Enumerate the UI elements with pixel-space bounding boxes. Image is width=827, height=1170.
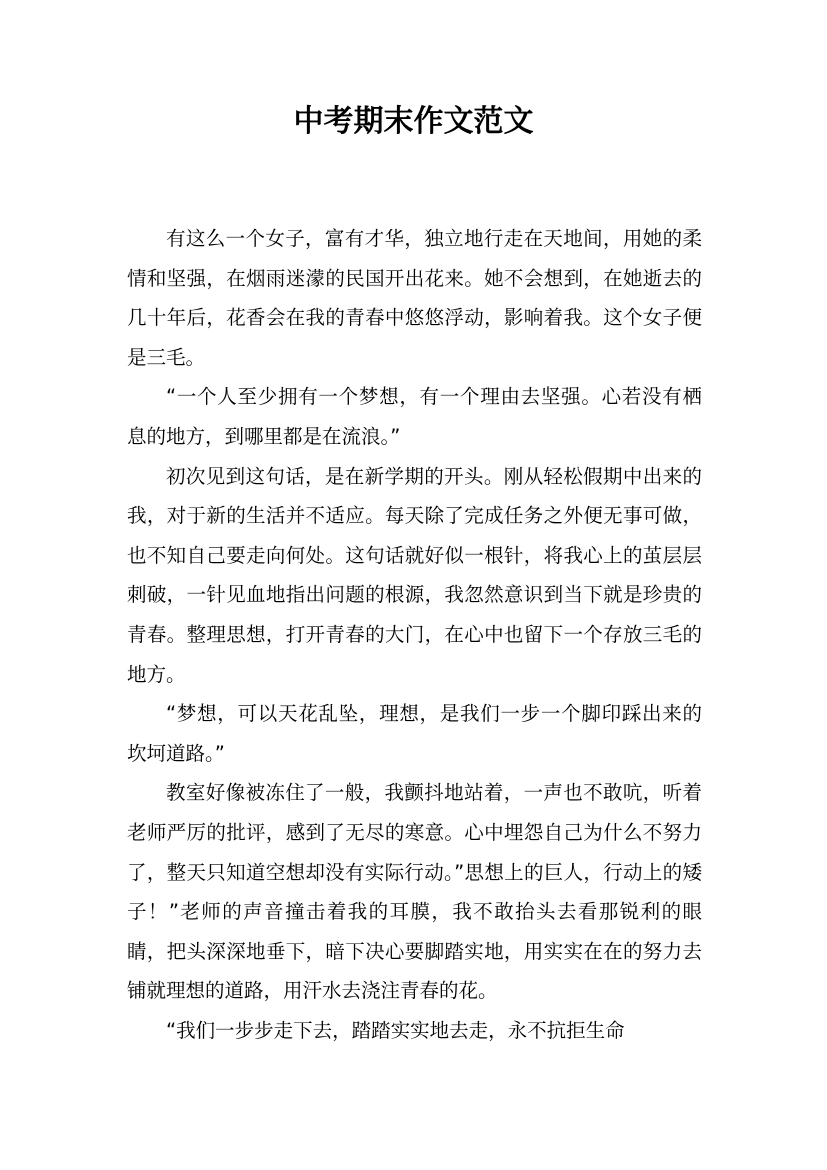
- paragraph-6: “我们一步步走下去，踏踏实实地去走，永不抗拒生命: [166, 1018, 625, 1042]
- paragraph-5: 教室好像被冻住了一般，我颤抖地站着，一声也不敢吭，听着老师严厉的批评，感到了无尽的寒意。心中埋怨自己为什么不努力了，整天只知道空想却没有实际行动。”思想上的巨人，行动上的矮子！”老师的声音撞击着我的耳膜，我不敢抬头去看那锐利的眼睛，把头深深地垂下，暗下决心要脚踏实地，用实实在在的努力去铺就理想的道路，用汗水去浇注青春的花。: [127, 781, 702, 1003]
- paragraph-2: “一个人至少拥有一个梦想，有一个理由去坚强。心若没有栖息的地方，到哪里都是在流浪。”: [127, 385, 702, 448]
- paragraph-3: 初次见到这句话，是在新学期的开头。刚从轻松假期中出来的我，对于新的生活并不适应。每天除了完成任务之外便无事可做，也不知自己要走向何处。这句话就好似一根针，将我心上的茧层层刺破，一针见血地指出问题的根源，我忽然意识到当下就是珍贵的青春。整理思想，打开青春的大门，在心中也留下一个存放三毛的地方。: [127, 464, 702, 686]
- paragraph-4: “梦想，可以天花乱坠，理想，是我们一步一个脚印踩出来的坎坷道路。”: [127, 702, 702, 765]
- document-body: [127, 219, 702, 1050]
- document-title: 中考期末作文范文: [293, 104, 534, 139]
- paragraph-1: 有这么一个女子，富有才华，独立地行走在天地间，用她的柔情和坚强，在烟雨迷濛的民国开出花来。她不会想到，在她逝去的几十年后，花香会在我的青春中悠悠浮动，影响着我。这个女子便是三毛。: [127, 227, 702, 369]
